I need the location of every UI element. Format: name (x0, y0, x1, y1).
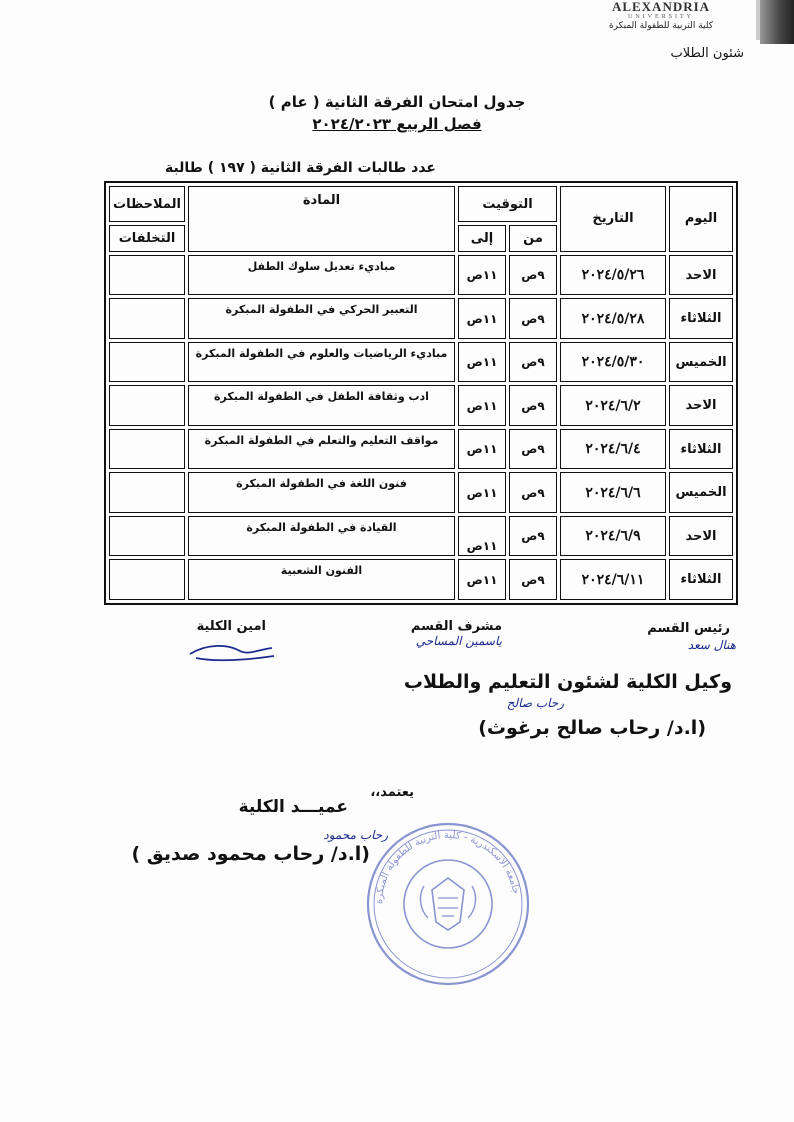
row-date: ٢٠٢٤/٦/٦ (560, 472, 666, 513)
vice-dean-name: (ا.د/ رحاب صالح برغوث) (478, 717, 706, 739)
dean-name: (ا.د/ رحاب محمود صديق ) (131, 843, 370, 865)
supervisor-label: مشرف القسم (410, 619, 502, 634)
row-date: ٢٠٢٤/٦/٤ (560, 429, 666, 470)
table-row (109, 255, 733, 296)
row-date: ٢٠٢٤/٦/٢ (560, 385, 666, 426)
row-time-from: ٩ص (509, 385, 557, 426)
row-subject: التعبير الحركي في الطفولة المبكرة (188, 298, 455, 339)
header-to: إلى (458, 225, 506, 251)
official-seal-stamp (362, 818, 534, 990)
row-subject: فنون اللغة في الطفولة المبكرة (188, 472, 455, 513)
dean-signature: رحاب محمود (323, 828, 388, 842)
header-subject: المادة (188, 186, 455, 252)
row-time-from: ٩ص (509, 429, 557, 470)
seal-text: جامعة الاسكندرية - كلية التربية للطفولة المبكرة (373, 829, 522, 905)
approval-label: يعتمد،، (370, 785, 414, 800)
row-subject: مواقف التعليم والتعلم في الطفولة المبكرة (188, 429, 455, 470)
head-of-department-signature: هنال سعد (687, 638, 736, 652)
row-time-to: ١١ص (458, 342, 506, 383)
row-day: الثلاثاء (669, 429, 733, 470)
row-time-from: ٩ص (509, 298, 557, 339)
table-row (109, 559, 733, 600)
row-day: الاحد (669, 255, 733, 296)
row-date: ٢٠٢٤/٦/١١ (560, 559, 666, 600)
row-notes (109, 255, 185, 296)
row-time-to: ١١ص (458, 429, 506, 470)
row-day: الاحد (669, 385, 733, 426)
row-notes (109, 516, 185, 557)
row-time-to: ١١ص (458, 255, 506, 296)
header-notes: الملاحظات (109, 186, 185, 222)
header-from: من (509, 225, 557, 251)
row-time-from: ٩ص (509, 342, 557, 383)
row-notes (109, 429, 185, 470)
page-title: جدول امتحان الفرقة الثانية ( عام ) (268, 93, 526, 111)
row-day: الاحد (669, 516, 733, 557)
row-time-to: ١١ص (458, 472, 506, 513)
row-time-to: ١١ص (458, 298, 506, 339)
row-subject: مباديء تعديل سلوك الطفل (188, 255, 455, 296)
row-date: ٢٠٢٤/٥/٢٨ (560, 298, 666, 339)
dean-title: عميـــد الكلية (238, 797, 348, 817)
row-time-from: ٩ص (509, 472, 557, 513)
row-time-to: ١١ص (458, 385, 506, 426)
header-timing: التوقيت (458, 186, 557, 222)
row-day: الخميس (669, 342, 733, 383)
row-date: ٢٠٢٤/٦/٩ (560, 516, 666, 557)
row-time-to: ١١ص (458, 559, 506, 600)
header-date: التاريخ (560, 186, 666, 252)
subtitle-text: فصل الربيع ٢٠٢٤/٢٠٢٣ (312, 115, 482, 133)
table-row (109, 429, 733, 470)
row-time-from: ٩ص (509, 559, 557, 600)
header-absences: التخلفات (109, 225, 185, 251)
row-day: الثلاثاء (669, 298, 733, 339)
page-subtitle (0, 115, 794, 133)
table-row (109, 298, 733, 339)
logo-arabic: كلية التربية للطفولة المبكرة (608, 21, 714, 31)
exam-schedule-table (104, 181, 738, 605)
table-row (109, 516, 733, 557)
row-subject: الفنون الشعبية (188, 559, 455, 600)
vice-dean-title: وكيل الكلية لشئون التعليم والطلاب (403, 671, 732, 693)
scan-edge-shadow (760, 0, 794, 44)
college-secretary-signature (186, 638, 278, 664)
row-time-from: ٩ص (509, 255, 557, 296)
row-time-from: ٩ص (509, 516, 557, 557)
row-notes (109, 298, 185, 339)
row-subject: مباديء الرياضيات والعلوم في الطفولة المبكرة (188, 342, 455, 383)
row-time-to: ١١ص (458, 516, 506, 557)
logo-english-sub: UNIVERSITY (628, 14, 694, 20)
row-date: ٢٠٢٤/٥/٢٦ (560, 255, 666, 296)
supervisor-signature: ياسمين المساحي (415, 634, 502, 648)
row-day: الثلاثاء (669, 559, 733, 600)
head-of-department-label: رئيس القسم (647, 621, 730, 636)
row-notes (109, 385, 185, 426)
department-label: شئون الطلاب (670, 46, 744, 61)
header-day: اليوم (669, 186, 733, 252)
row-notes (109, 472, 185, 513)
row-date: ٢٠٢٤/٥/٣٠ (560, 342, 666, 383)
row-notes (109, 559, 185, 600)
row-notes (109, 342, 185, 383)
table-row (109, 385, 733, 426)
table-row (109, 342, 733, 383)
row-day: الخميس (669, 472, 733, 513)
university-logo (586, 0, 736, 38)
student-count: عدد طالبات الفرقة الثانية ( ١٩٧ ) طالبة (164, 160, 436, 176)
row-subject: ادب وثقافة الطفل في الطفولة المبكرة (188, 385, 455, 426)
table-row (109, 472, 733, 513)
logo-english: ALEXANDRIA (611, 0, 711, 14)
row-subject: القيادة في الطفولة المبكرة (188, 516, 455, 557)
vice-dean-signature: رحاب صالح (506, 696, 564, 710)
college-secretary-label: امين الكلية (196, 619, 266, 634)
